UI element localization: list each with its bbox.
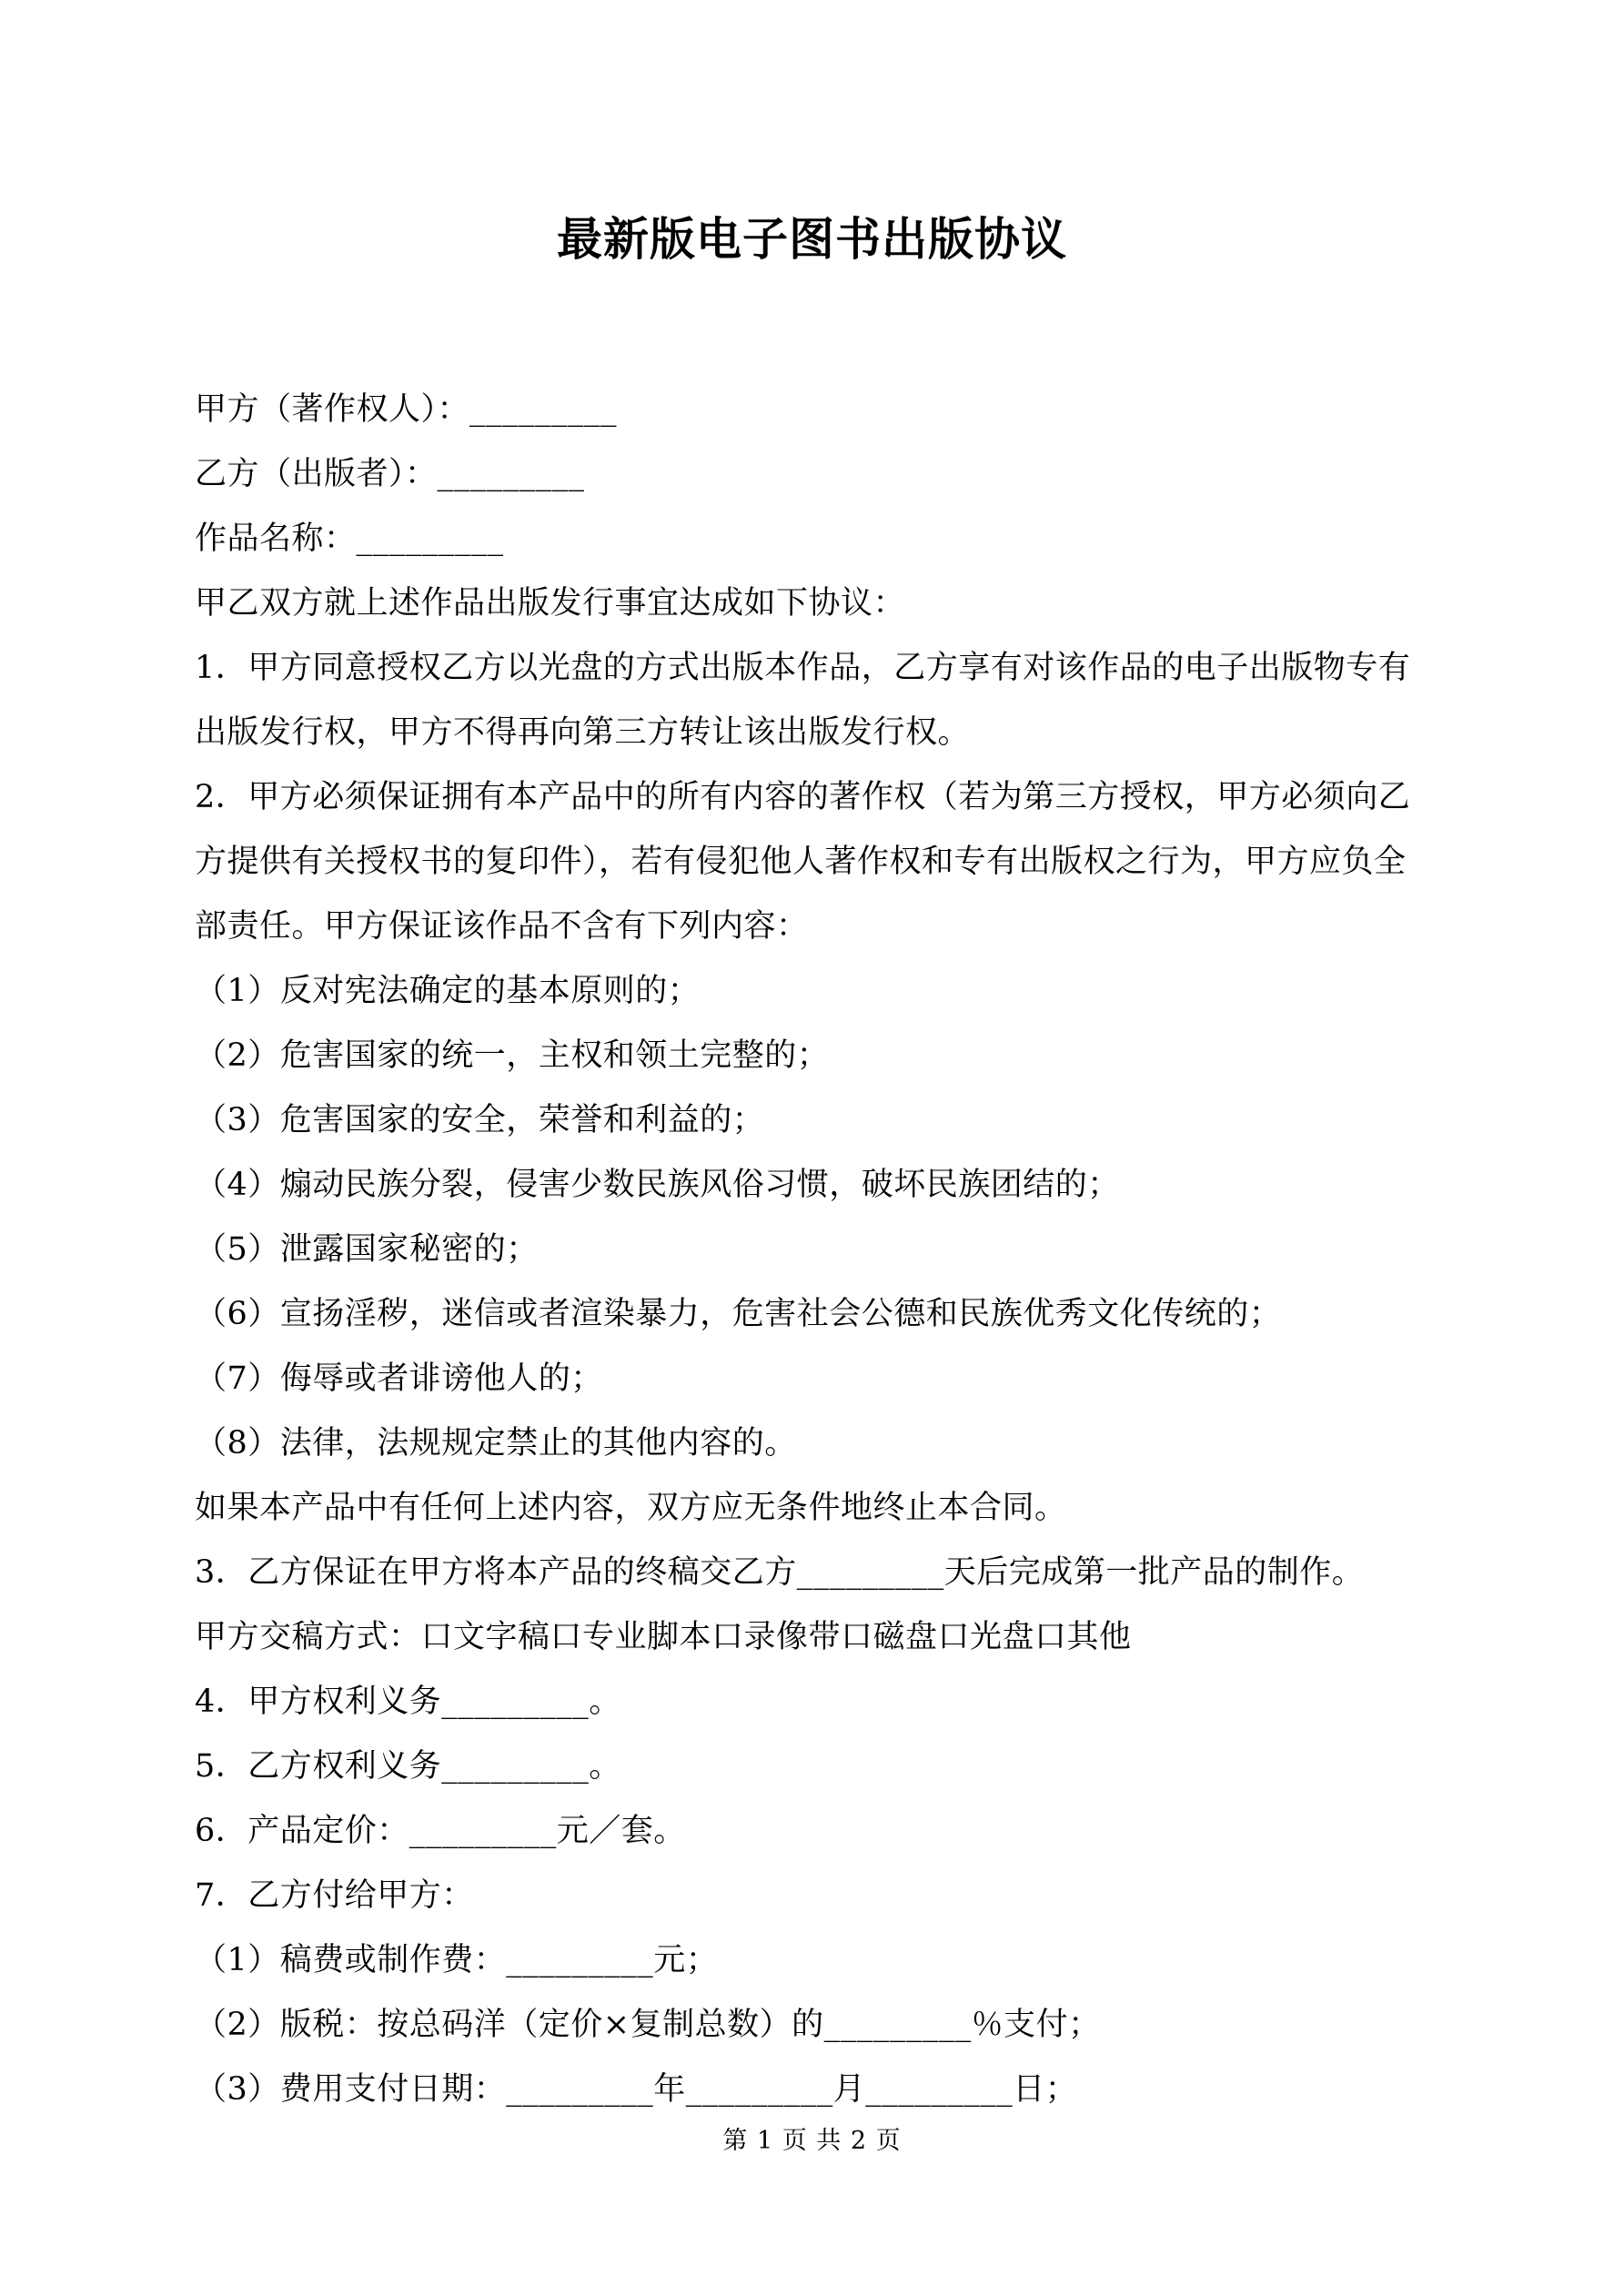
prohibited-item-7: （7）侮辱或者诽谤他人的； xyxy=(195,1360,603,1397)
payment-item-2: （2）版税：按总码洋（定价×复制总数）的_________％支付； xyxy=(195,2007,1101,2043)
agreement-intro: 甲乙双方就上述作品出版发行事宜达成如下协议： xyxy=(195,585,906,622)
clause-2-line-2: 方提供有关授权书的复印件），若有侵犯他人著作权和专有出版权之行为，甲方应负全 xyxy=(195,844,1407,880)
payment-item-1: （1）稿费或制作费：_________元； xyxy=(195,1942,719,1978)
prohibited-item-3: （3）危害国家的安全，荣誉和利益的； xyxy=(195,1102,765,1138)
prohibited-item-2: （2）危害国家的统一，主权和领土完整的； xyxy=(195,1037,830,1074)
clause-7-line: 7．乙方付给甲方： xyxy=(195,1877,474,1914)
document-title: 最新版电子图书出版协议 xyxy=(557,212,1067,266)
agreement-body xyxy=(195,378,1450,2122)
party-b-line: 乙方（出版者）：_________ xyxy=(195,456,585,492)
clause-1-line-1: 1．甲方同意授权乙方以光盘的方式出版本作品，乙方享有对该作品的电子出版物专有 xyxy=(195,650,1411,686)
prohibited-item-4: （4）煽动民族分裂，侵害少数民族风俗习惯，破坏民族团结的； xyxy=(195,1167,1120,1203)
clause-2-line-3: 部责任。甲方保证该作品不含有下列内容： xyxy=(195,908,809,945)
clause-5-line: 5．乙方权利义务_________。 xyxy=(195,1748,621,1785)
clause-2-line-1: 2．甲方必须保证拥有本产品中的所有内容的著作权（若为第三方授权，甲方必须向乙 xyxy=(195,779,1411,815)
payment-item-3: （3）费用支付日期：_________年_________月_________日； xyxy=(195,2071,1078,2108)
party-a-line: 甲方（著作权人）：_________ xyxy=(195,391,618,428)
work-name-line: 作品名称：_________ xyxy=(195,521,504,557)
termination-line: 如果本产品中有任何上述内容，双方应无条件地终止本合同。 xyxy=(195,1490,1067,1526)
clause-3-line: 3．乙方保证在甲方将本产品的终稿交乙方_________天后完成第一批产品的制作。 xyxy=(195,1554,1365,1591)
prohibited-item-8: （8）法律，法规规定禁止的其他内容的。 xyxy=(195,1425,797,1462)
prohibited-item-1: （1）反对宪法确定的基本原则的； xyxy=(195,973,701,1009)
submission-method-line: 甲方交稿方式：口文字稿口专业脚本口录像带口磁盘口光盘口其他 xyxy=(195,1619,1132,1655)
prohibited-item-5: （5）泄露国家秘密的； xyxy=(195,1231,539,1268)
page-number-footer: 第 1 页 共 2 页 xyxy=(722,2127,902,2155)
prohibited-item-6: （6）宣扬淫秽，迷信或者渲染暴力，危害社会公德和民族优秀文化传统的； xyxy=(195,1296,1282,1332)
clause-4-line: 4．甲方权利义务_________。 xyxy=(195,1684,621,1720)
clause-1-line-2: 出版发行权，甲方不得再向第三方转让该出版发行权。 xyxy=(195,714,971,751)
clause-6-line: 6．产品定价：_________元／套。 xyxy=(195,1813,686,1849)
